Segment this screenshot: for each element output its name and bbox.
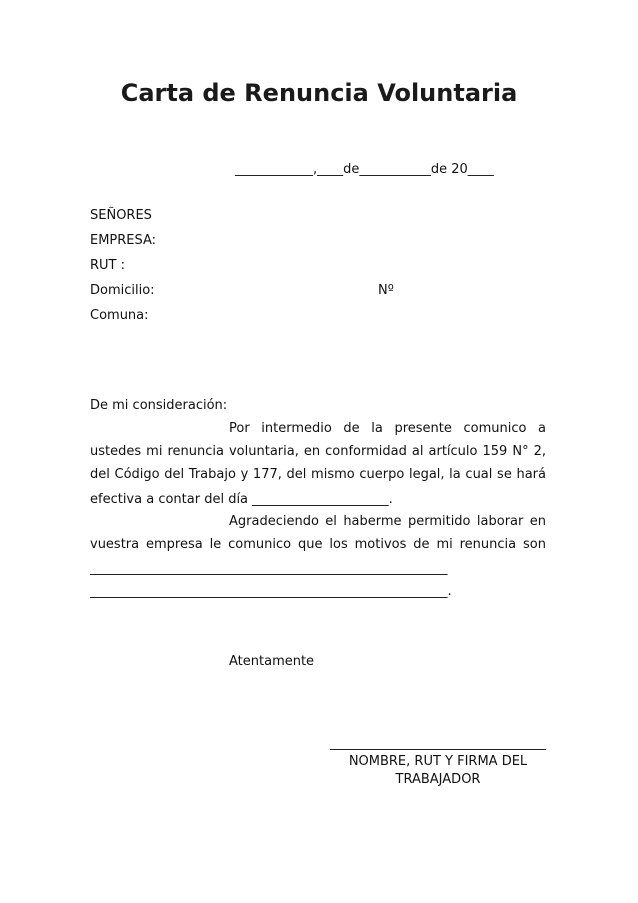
recipient-comuna: Comuna: <box>90 308 149 323</box>
recipient-rut: RUT : <box>90 258 126 273</box>
paragraph2-line4: _______________________________________________________. <box>90 584 452 599</box>
paragraph2-line1: Agradeciendo el haberme permitido laborar en <box>229 514 546 529</box>
recipient-numero: Nº <box>378 283 394 298</box>
signature-label-line1: NOMBRE, RUT Y FIRMA DEL <box>348 754 528 769</box>
paragraph1-line1: Por intermedio de la presente comunico a <box>229 421 546 436</box>
paragraph1-line2: ustedes mi renuncia voluntaria, en conformidad al artículo 159 N° 2, <box>90 444 546 459</box>
recipient-senores: SEÑORES <box>90 208 152 223</box>
recipient-empresa: EMPRESA: <box>90 233 157 248</box>
salutation: De mi consideración: <box>90 398 228 413</box>
paragraph2-line3: _______________________________________________________ <box>90 561 448 576</box>
signature-label-line2: TRABAJADOR <box>395 772 481 787</box>
paragraph1-line3: del Código del Trabajo y 177, del mismo cuerpo legal, la cual se hará <box>90 467 546 482</box>
document-title: Carta de Renuncia Voluntaria <box>120 79 518 107</box>
closing: Atentamente <box>229 654 315 669</box>
recipient-domicilio: Domicilio: <box>90 283 155 298</box>
date-line: ____________,____de___________de 20____ <box>235 162 494 177</box>
paragraph2-line2: vuestra empresa le comunico que los motivos de mi renuncia son <box>90 537 546 552</box>
signature-line <box>330 749 546 750</box>
paragraph1-line4: efectiva a contar del día _____________________. <box>90 492 393 507</box>
